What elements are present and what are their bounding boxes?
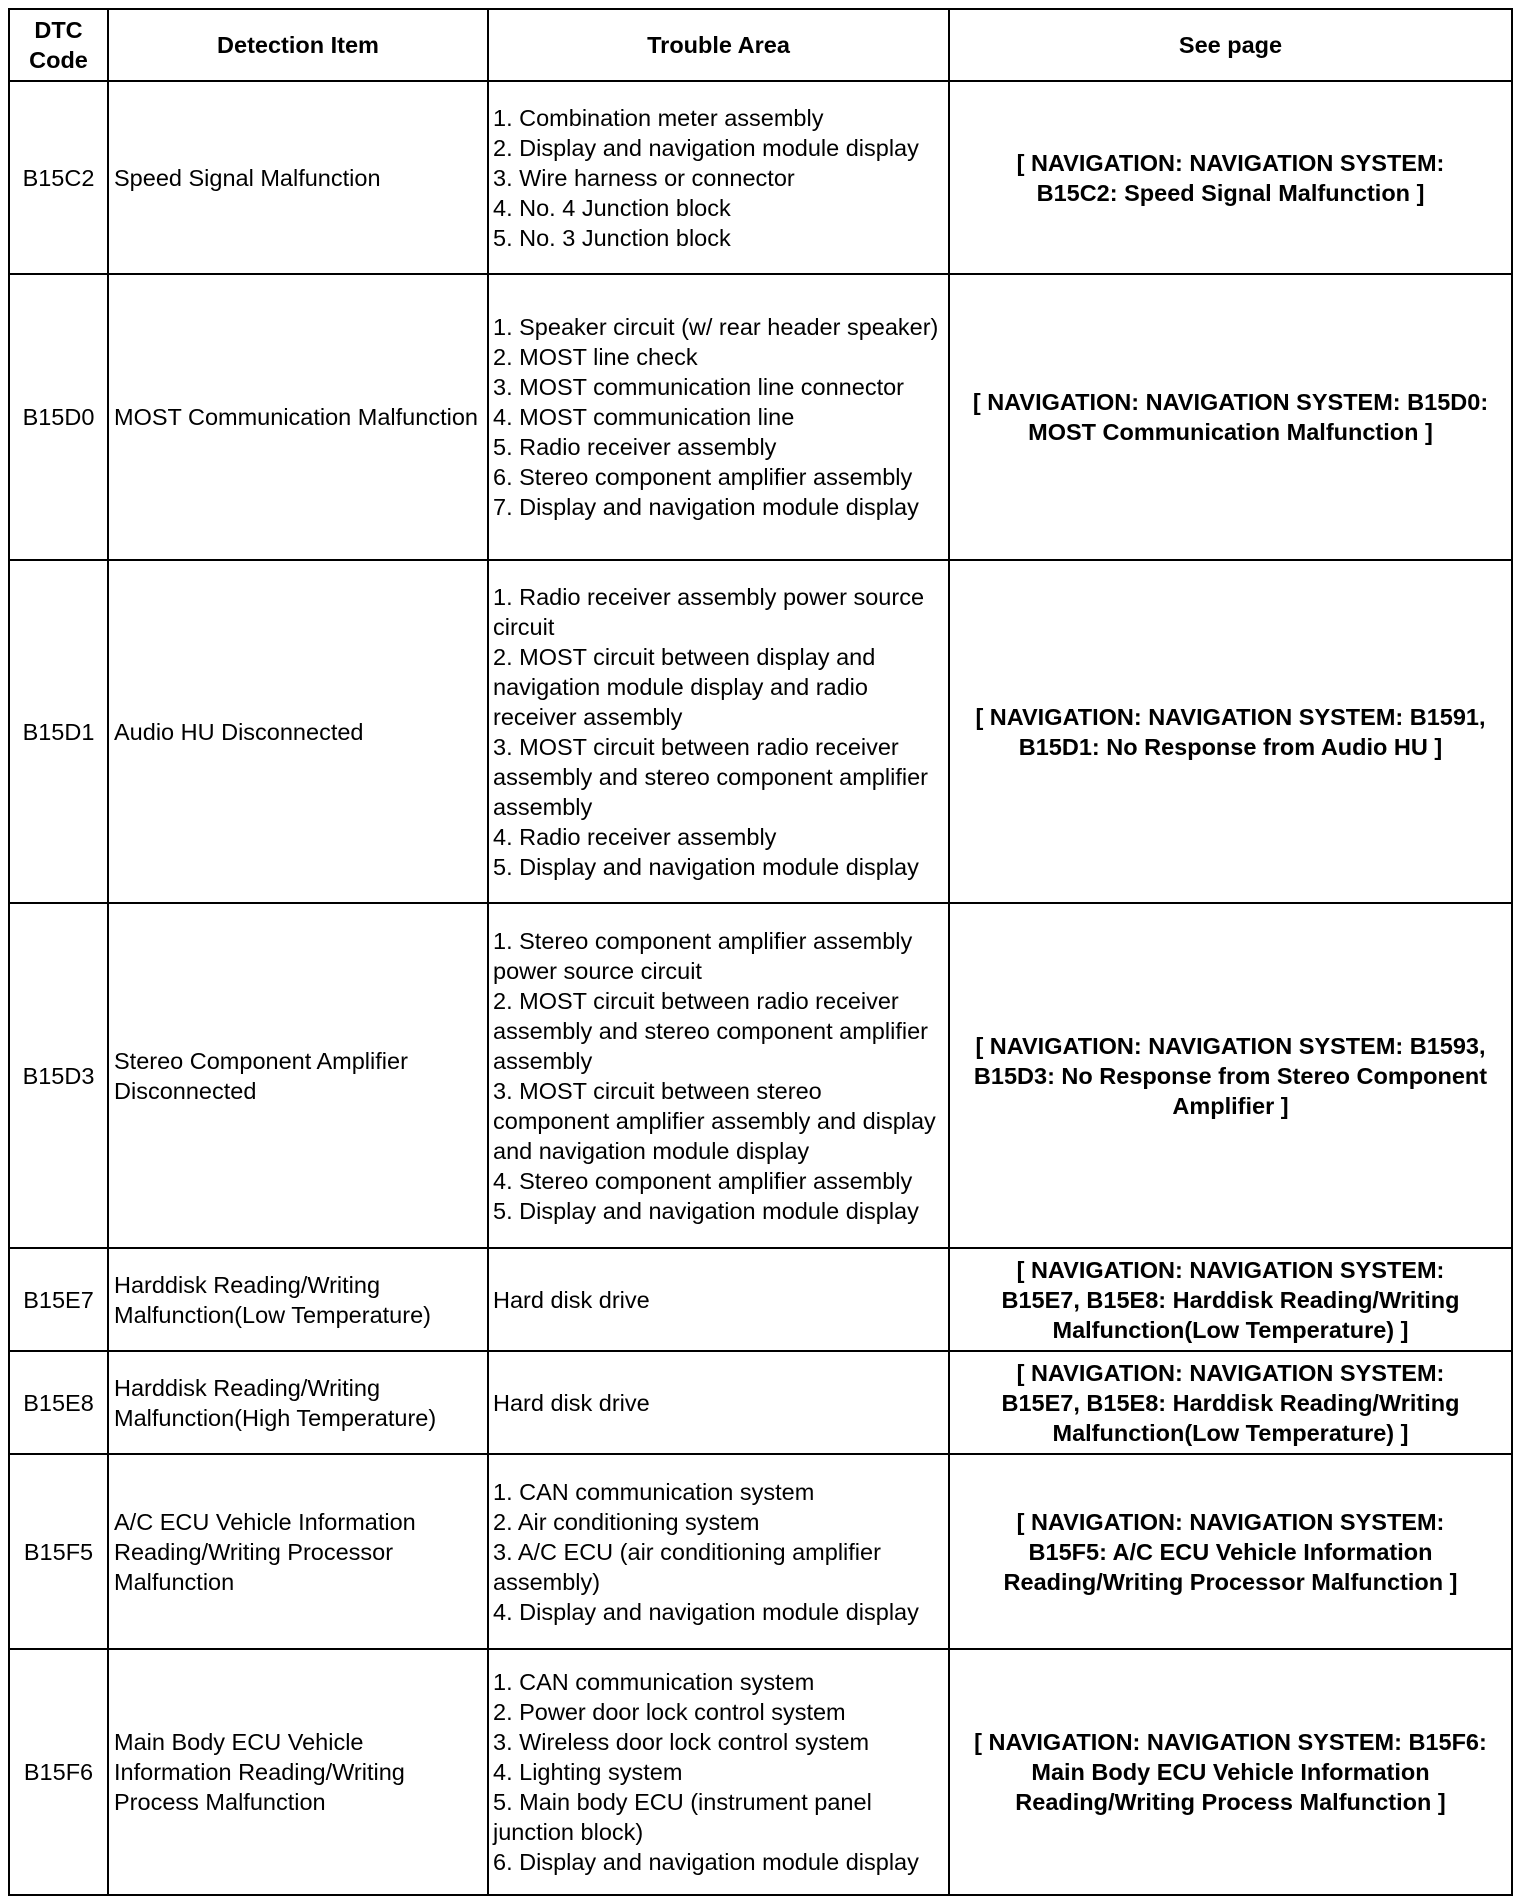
dtc-code: B15D1 [9,560,108,903]
trouble-area-line: 1. CAN communication system [493,1478,815,1505]
trouble-area [488,274,949,560]
trouble-area-line: 4. Stereo component amplifier assembly [493,1167,913,1194]
see-page-link[interactable]: [ NAVIGATION: NAVIGATION SYSTEM: B15D0: MOST Communication Malfunction ] [949,274,1512,560]
trouble-area-line: 5. Display and navigation module display [493,1197,919,1224]
trouble-area [488,903,949,1248]
detection-item: Main Body ECU Vehicle Information Reading/Writing Process Malfunction [108,1649,488,1895]
trouble-area-line: 4. Display and navigation module display [493,1598,919,1625]
detection-item: Harddisk Reading/Writing Malfunction(High Temperature) [108,1351,488,1454]
table-body [9,81,1512,1895]
trouble-area-line: 5. Main body ECU (instrument panel junction block) [493,1789,872,1845]
see-page-link[interactable]: [ NAVIGATION: NAVIGATION SYSTEM: B15F6: Main Body ECU Vehicle Information Reading/Writing Process Malfunction ] [949,1649,1512,1895]
trouble-area [488,1351,949,1454]
trouble-area-line: Hard disk drive [493,1389,650,1416]
table-row [9,1649,1512,1895]
see-page-link[interactable]: [ NAVIGATION: NAVIGATION SYSTEM: B1593, B15D3: No Response from Stereo Component Amplifier ] [949,903,1512,1248]
detection-item: Harddisk Reading/Writing Malfunction(Low Temperature) [108,1248,488,1351]
table-row [9,903,1512,1248]
trouble-area-line: 4. MOST communication line [493,404,795,430]
dtc-code: B15D0 [9,274,108,560]
dtc-code: B15C2 [9,81,108,274]
dtc-code: B15F5 [9,1454,108,1649]
dtc-code: B15F6 [9,1649,108,1895]
trouble-area-line: 1. Radio receiver assembly power source circuit [493,583,925,640]
trouble-area-line: 3. MOST circuit between radio receiver assembly and stereo component amplifier assembly [493,733,928,820]
trouble-area-line: 3. Wire harness or connector [493,164,795,191]
dtc-code: B15E7 [9,1248,108,1351]
table-row [9,274,1512,560]
trouble-area-line: 1. Speaker circuit (w/ rear header speaker) [493,314,939,340]
header-row [9,9,1512,81]
table-row [9,1454,1512,1649]
trouble-area [488,81,949,274]
trouble-area-line: 5. Display and navigation module display [493,853,919,880]
table-row [9,1351,1512,1454]
see-page-link[interactable]: [ NAVIGATION: NAVIGATION SYSTEM: B15E7, B15E8: Harddisk Reading/Writing Malfunction(Low Temperature) ] [949,1248,1512,1351]
trouble-area [488,1454,949,1649]
trouble-area-line: 1. CAN communication system [493,1669,815,1695]
trouble-area-line: 5. Radio receiver assembly [493,434,777,460]
header-dtc-code: DTC Code [9,9,108,81]
trouble-area-line: Hard disk drive [493,1286,650,1313]
trouble-area-line: 2. Display and navigation module display [493,134,919,161]
trouble-area-line: 4. No. 4 Junction block [493,194,731,221]
see-page-link[interactable]: [ NAVIGATION: NAVIGATION SYSTEM: B1591, B15D1: No Response from Audio HU ] [949,560,1512,903]
trouble-area-line: 5. No. 3 Junction block [493,224,731,251]
table-row [9,560,1512,903]
trouble-area-line: 3. MOST circuit between stereo component amplifier assembly and display and navigation module display [493,1077,936,1164]
trouble-area-line: 1. Combination meter assembly [493,104,824,131]
trouble-area [488,1649,949,1895]
trouble-area [488,560,949,903]
dtc-table [8,8,1513,1896]
trouble-area [488,1248,949,1351]
trouble-area-line: 2. Air conditioning system [493,1508,760,1535]
header-see-page: See page [949,9,1512,81]
trouble-area-line: 2. MOST circuit between radio receiver assembly and stereo component amplifier assembly [493,987,928,1074]
trouble-area-line: 4. Lighting system [493,1759,683,1785]
detection-item: Audio HU Disconnected [108,560,488,903]
trouble-area-line: 4. Radio receiver assembly [493,823,777,850]
see-page-link[interactable]: [ NAVIGATION: NAVIGATION SYSTEM: B15E7, B15E8: Harddisk Reading/Writing Malfunction(Low Temperature) ] [949,1351,1512,1454]
see-page-link[interactable]: [ NAVIGATION: NAVIGATION SYSTEM: B15C2: Speed Signal Malfunction ] [949,81,1512,274]
trouble-area-line: 6. Display and navigation module display [493,1849,919,1875]
detection-item: Speed Signal Malfunction [108,81,488,274]
trouble-area-line: 3. Wireless door lock control system [493,1729,870,1755]
trouble-area-line: 1. Stereo component amplifier assembly power source circuit [493,927,913,984]
trouble-area-line: 3. MOST communication line connector [493,374,904,400]
see-page-link[interactable]: [ NAVIGATION: NAVIGATION SYSTEM: B15F5: A/C ECU Vehicle Information Reading/Writing Processor Malfunction ] [949,1454,1512,1649]
dtc-code: B15E8 [9,1351,108,1454]
trouble-area-line: 6. Stereo component amplifier assembly [493,464,913,490]
trouble-area-line: 7. Display and navigation module display [493,494,919,520]
dtc-code: B15D3 [9,903,108,1248]
detection-item: MOST Communication Malfunction [108,274,488,560]
header-detection-item: Detection Item [108,9,488,81]
table-row [9,1248,1512,1351]
table-row [9,81,1512,274]
detection-item: Stereo Component Amplifier Disconnected [108,903,488,1248]
detection-item: A/C ECU Vehicle Information Reading/Writing Processor Malfunction [108,1454,488,1649]
trouble-area-line: 2. MOST line check [493,344,698,370]
trouble-area-line: 3. A/C ECU (air conditioning amplifier assembly) [493,1538,881,1595]
header-trouble-area: Trouble Area [488,9,949,81]
trouble-area-line: 2. MOST circuit between display and navigation module display and radio receiver assembly [493,643,876,730]
trouble-area-line: 2. Power door lock control system [493,1699,846,1725]
